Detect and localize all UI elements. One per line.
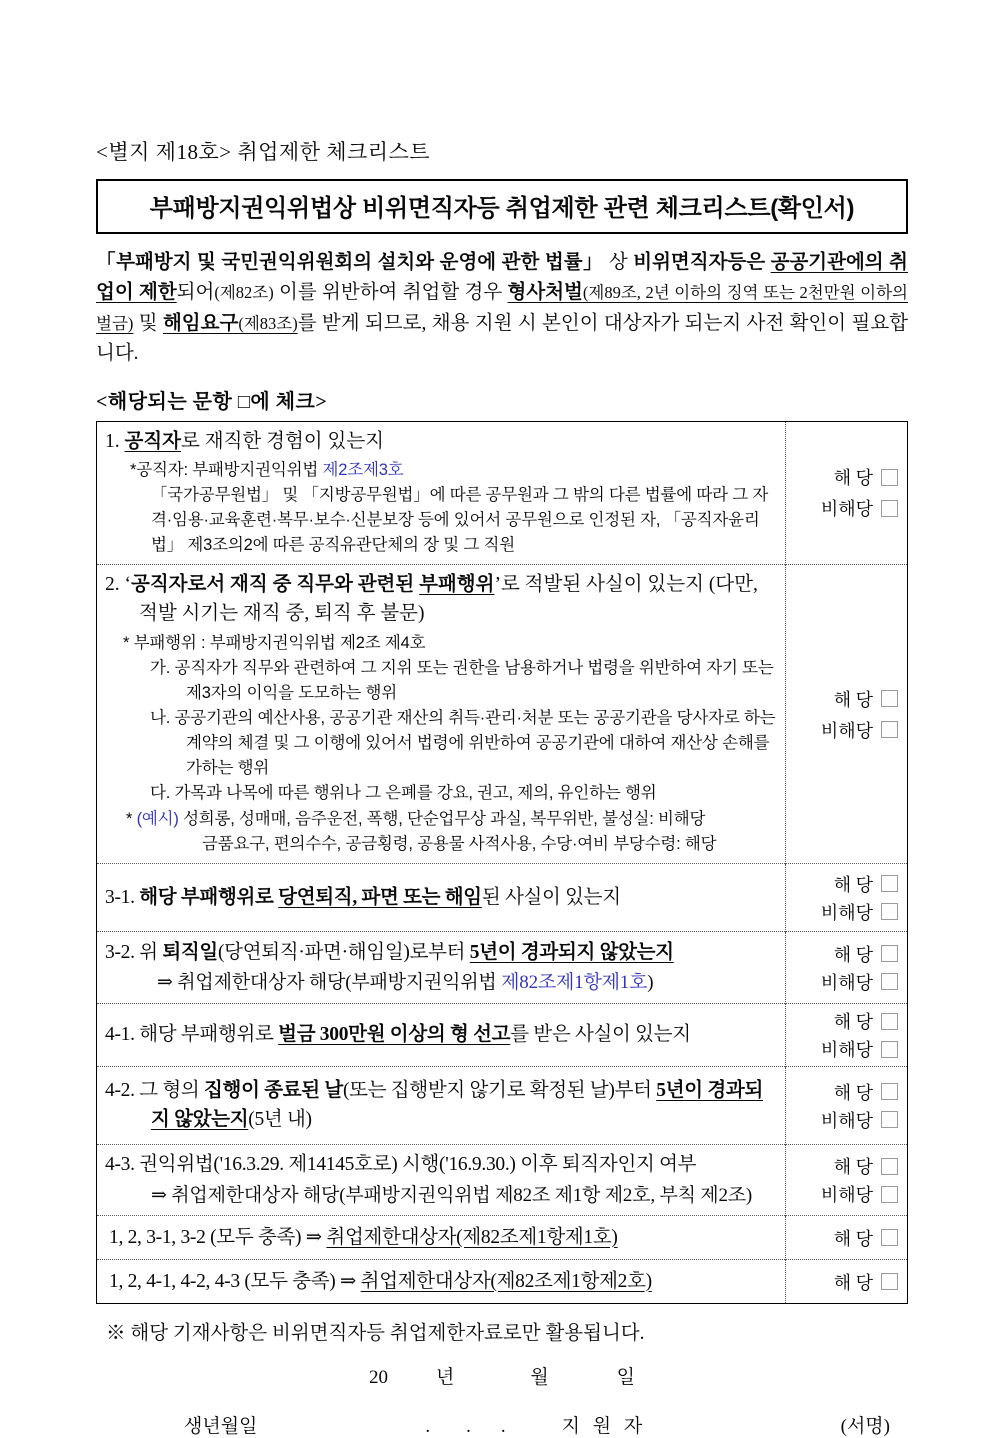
q4-1-title: 4-1. 해당 부패행위로 벌금 300만원 이상의 형 선고를 받은 사실이 있는지 [105, 1024, 691, 1046]
intro-paragraph: 「부패방지 및 국민권익위원회의 설치와 운영에 관한 법률」 상 비위면직자등은 공공기관에의 취업이 제한되어(제82조) 이를 위반하여 취업할 경우 형사처벌(제89조, 2년 이하의 징역 또는 2천만원 이하의 벌금) 및 해임요구(제83조)를 받게 되므로, 채용 지원 시 본인이 대상자가 되는지 사전 확인이 필요합니다. [96, 252, 909, 365]
q3-2-not-applicable-line [788, 969, 898, 995]
checkbox-q4-2-applicable[interactable] [881, 1083, 898, 1100]
q1-not-applicable-line [788, 495, 898, 521]
result-1-conclusion: 취업제한대상자(제82조제1항제1호) [326, 1226, 618, 1248]
result-2-applicable-line [788, 1269, 898, 1295]
checkbox-q3-1-not-applicable[interactable] [881, 903, 898, 920]
q4-3-applicable-line [788, 1153, 898, 1179]
q2-applicable-line [788, 686, 898, 712]
q3-2-applicable-label: 해 당 [833, 944, 873, 965]
q4-1-applicable-label: 해 당 [833, 1012, 873, 1033]
applicant-label: 지 원 자 [561, 1416, 647, 1438]
q2-applicable-label: 해 당 [833, 689, 873, 710]
checkbox-q3-2-not-applicable[interactable] [881, 973, 898, 990]
q4-1-not-applicable-line [788, 1036, 898, 1062]
table-row-q4-2 [97, 1067, 908, 1145]
date-month-label: 월 [530, 1367, 549, 1389]
intro-article-83: (제83조) [238, 313, 298, 333]
checkbox-q4-2-not-applicable[interactable] [881, 1111, 898, 1128]
q3-2-not-applicable-label: 비해당 [820, 972, 873, 993]
q2-title: 2. ‘공직자로서 재직 중 직무와 관련된 부패행위’로 적발된 사실이 있는지 (다만, 적발 시기는 재직 중, 퇴직 후 불문) [105, 574, 758, 625]
table-row-q4-1 [97, 1004, 908, 1067]
result-2-text: 1, 2, 4-1, 4-2, 4-3 (모두 충족) ⇒ 취업제한대상자(제82조제1항제2호) [109, 1270, 652, 1292]
footer-note: ※ 해당 기재사항은 비위면직자등 취업제한자료로만 활용됩니다. [106, 1323, 645, 1345]
q4-3-not-applicable-line [788, 1181, 898, 1207]
q1-applicable-label: 해 당 [833, 468, 873, 489]
q2-item-ga: 가. 공직자가 직무와 관련하여 그 지위 또는 권한을 남용하거나 법령을 위반하여 자기 또는 제3자의 이익을 도모하는 행위 [150, 658, 774, 702]
result-2-applicable-label: 해 당 [833, 1272, 873, 1293]
result-1-text: 1, 2, 3-1, 3-2 (모두 충족) ⇒ 취업제한대상자(제82조제1항제1호) [109, 1226, 618, 1248]
birthdate-dot-3: . [500, 1416, 506, 1438]
check-instruction: <해당되는 문항 □에 체크> [96, 390, 328, 413]
result-1-applicable-label: 해 당 [833, 1228, 873, 1249]
q4-3-applicable-label: 해 당 [833, 1157, 873, 1178]
q4-2-applicable-line [788, 1079, 898, 1105]
q2-not-applicable-label: 비해당 [820, 720, 873, 741]
table-row-result-2 [97, 1260, 908, 1304]
q1-applicable-line [788, 464, 898, 490]
checkbox-q2-applicable[interactable] [881, 690, 898, 707]
signature-label: (서명) [840, 1416, 890, 1438]
q3-2-applicable-line [788, 941, 898, 967]
intro-law-name: 「부패방지 및 국민권익위원회의 설치와 운영에 관한 법률」 [96, 252, 604, 273]
signature-line [96, 1411, 908, 1438]
q4-3-not-applicable-label: 비해당 [820, 1185, 873, 1206]
q1-note-definition: *공직자: 부패방지권익위법 제2조제3호 [130, 460, 404, 479]
date-day-label: 일 [616, 1367, 636, 1389]
table-row-q3-2 [97, 932, 908, 1004]
q2-item-da: 다. 가목과 나목에 따른 행위나 그 은폐를 강요, 권고, 제의, 유인하는 행위 [150, 784, 657, 803]
birthdate-dot-2: . [466, 1416, 471, 1438]
checkbox-q3-2-applicable[interactable] [881, 945, 898, 962]
result-1-applicable-line [788, 1225, 898, 1251]
q1-note-detail: 「국가공무원법」 및 「지방공무원법」에 따른 공무원과 그 밖의 다른 법률에 따라 그 자격·임용·교육훈련·복무·보수·신분보장 등에 있어서 공무원으로 인정된 자, 「공직자윤리법」 제3조의2에 따른 공직유관단체의 장 및 그 직원 [151, 485, 769, 555]
q2-examples-line1: * (예시) 성희롱, 성매매, 음주운전, 폭행, 단순업무상 과실, 복무위반, 불성실: 비해당 [126, 810, 706, 829]
intro-employment-restricted: 공공기관에의 취업이 제한 [96, 252, 909, 304]
intro-article-82: (제82조) [214, 283, 274, 303]
q3-2-title: 3-2. 위 퇴직일(당연퇴직·파면·해임일)로부터 5년이 경과되지 않았는지 [105, 941, 674, 963]
q3-1-title: 3-1. 해당 부패행위로 당연퇴직, 파면 또는 해임된 사실이 있는지 [105, 886, 621, 908]
q4-3-title: 4-3. 권익위법('16.3.29. 제14145호로) 시행('16.9.30.) 이후 퇴직자인지 여부 [105, 1154, 697, 1176]
q2-item-na: 나. 공공기관의 예산사용, 공공기관 재산의 취득·관리·처분 또는 공공기관을 당사자로 하는 계약의 체결 및 그 이행에 있어서 법령에 위반하여 공공기관에 대하여 재산상 손해를 가하는 행위 [150, 708, 776, 778]
intro-article-89: (제89조, 2년 이하의 징역 또는 2천만원 이하의 벌금) [96, 283, 908, 333]
q3-1-not-applicable-label: 비해당 [820, 902, 873, 923]
checkbox-result-2-applicable[interactable] [881, 1273, 898, 1290]
checkbox-q4-3-not-applicable[interactable] [881, 1186, 898, 1203]
q2-not-applicable-line [788, 717, 898, 743]
birthdate-dot-1: . [425, 1416, 431, 1438]
q2-example-tag: (예시) [136, 810, 179, 829]
q3-1-applicable-line [788, 871, 898, 897]
q3-1-not-applicable-line [788, 899, 898, 925]
intro-criminal-punishment: 형사처벌 [507, 282, 583, 304]
form-number-label: <별지 제18호> 취업제한 체크리스트 [96, 140, 431, 164]
checkbox-q1-not-applicable[interactable] [881, 500, 898, 517]
result-2-conclusion: 취업제한대상자(제82조제1항제2호) [360, 1270, 652, 1292]
checkbox-q3-1-applicable[interactable] [881, 875, 898, 892]
date-year-prefix: 20 [368, 1367, 388, 1389]
q2-examples-line2: 금품요구, 편의수수, 공금횡령, 공용물 사적사용, 수당·여비 부당수령: 해당 [202, 835, 717, 854]
document-title: 부패방지권익위법상 비위면직자등 취업제한 관련 체크리스트(확인서) [96, 179, 908, 234]
q4-2-title: 4-2. 그 형의 집행이 종료된 날(또는 집행받지 않기로 확정된 날)부터 5년이 경과되지 않았는지(5년 내) [105, 1080, 763, 1131]
checkbox-q4-3-applicable[interactable] [881, 1158, 898, 1175]
q4-2-not-applicable-line [788, 1107, 898, 1133]
checkbox-result-1-applicable[interactable] [881, 1229, 898, 1246]
date-line [96, 1362, 908, 1389]
q3-2-law-reference: 제82조제1항제1호 [501, 972, 648, 994]
checklist-table [96, 421, 908, 1305]
checkbox-q2-not-applicable[interactable] [881, 721, 898, 738]
q3-1-applicable-label: 해 당 [833, 874, 873, 895]
table-row-q4-3 [97, 1145, 908, 1216]
intro-dismissal-demand: 해임요구 [162, 312, 239, 334]
q4-1-applicable-line [788, 1008, 898, 1034]
birthdate-label: 생년월일 [184, 1416, 258, 1438]
date-year-label: 년 [435, 1367, 455, 1389]
q1-not-applicable-label: 비해당 [820, 499, 873, 520]
table-row-q2 [97, 565, 908, 864]
q1-law-reference: 제2조제3호 [322, 460, 404, 479]
q3-2-consequence: ⇒ 취업제한대상자 해당(부패방지권익위법 제82조제1항제1호) [157, 972, 654, 994]
q4-1-not-applicable-label: 비해당 [820, 1040, 873, 1061]
checkbox-q4-1-applicable[interactable] [881, 1013, 898, 1030]
table-row-result-1 [97, 1216, 908, 1260]
q4-3-consequence: ⇒ 취업제한대상자 해당(부패방지권익위법 제82조 제1항 제2호, 부칙 제2조) [151, 1184, 753, 1206]
checkbox-q4-1-not-applicable[interactable] [881, 1041, 898, 1058]
q1-title: 1. 공직자로 재직한 경험이 있는지 [105, 430, 385, 452]
checkbox-q1-applicable[interactable] [881, 469, 898, 486]
table-row-q1 [97, 421, 908, 565]
q4-2-not-applicable-label: 비해당 [820, 1110, 873, 1131]
table-row-q3-1 [97, 864, 908, 932]
q2-note-definition: * 부패행위 : 부패방지권익위법 제2조 제4호 [123, 633, 426, 652]
q4-2-applicable-label: 해 당 [833, 1082, 873, 1103]
